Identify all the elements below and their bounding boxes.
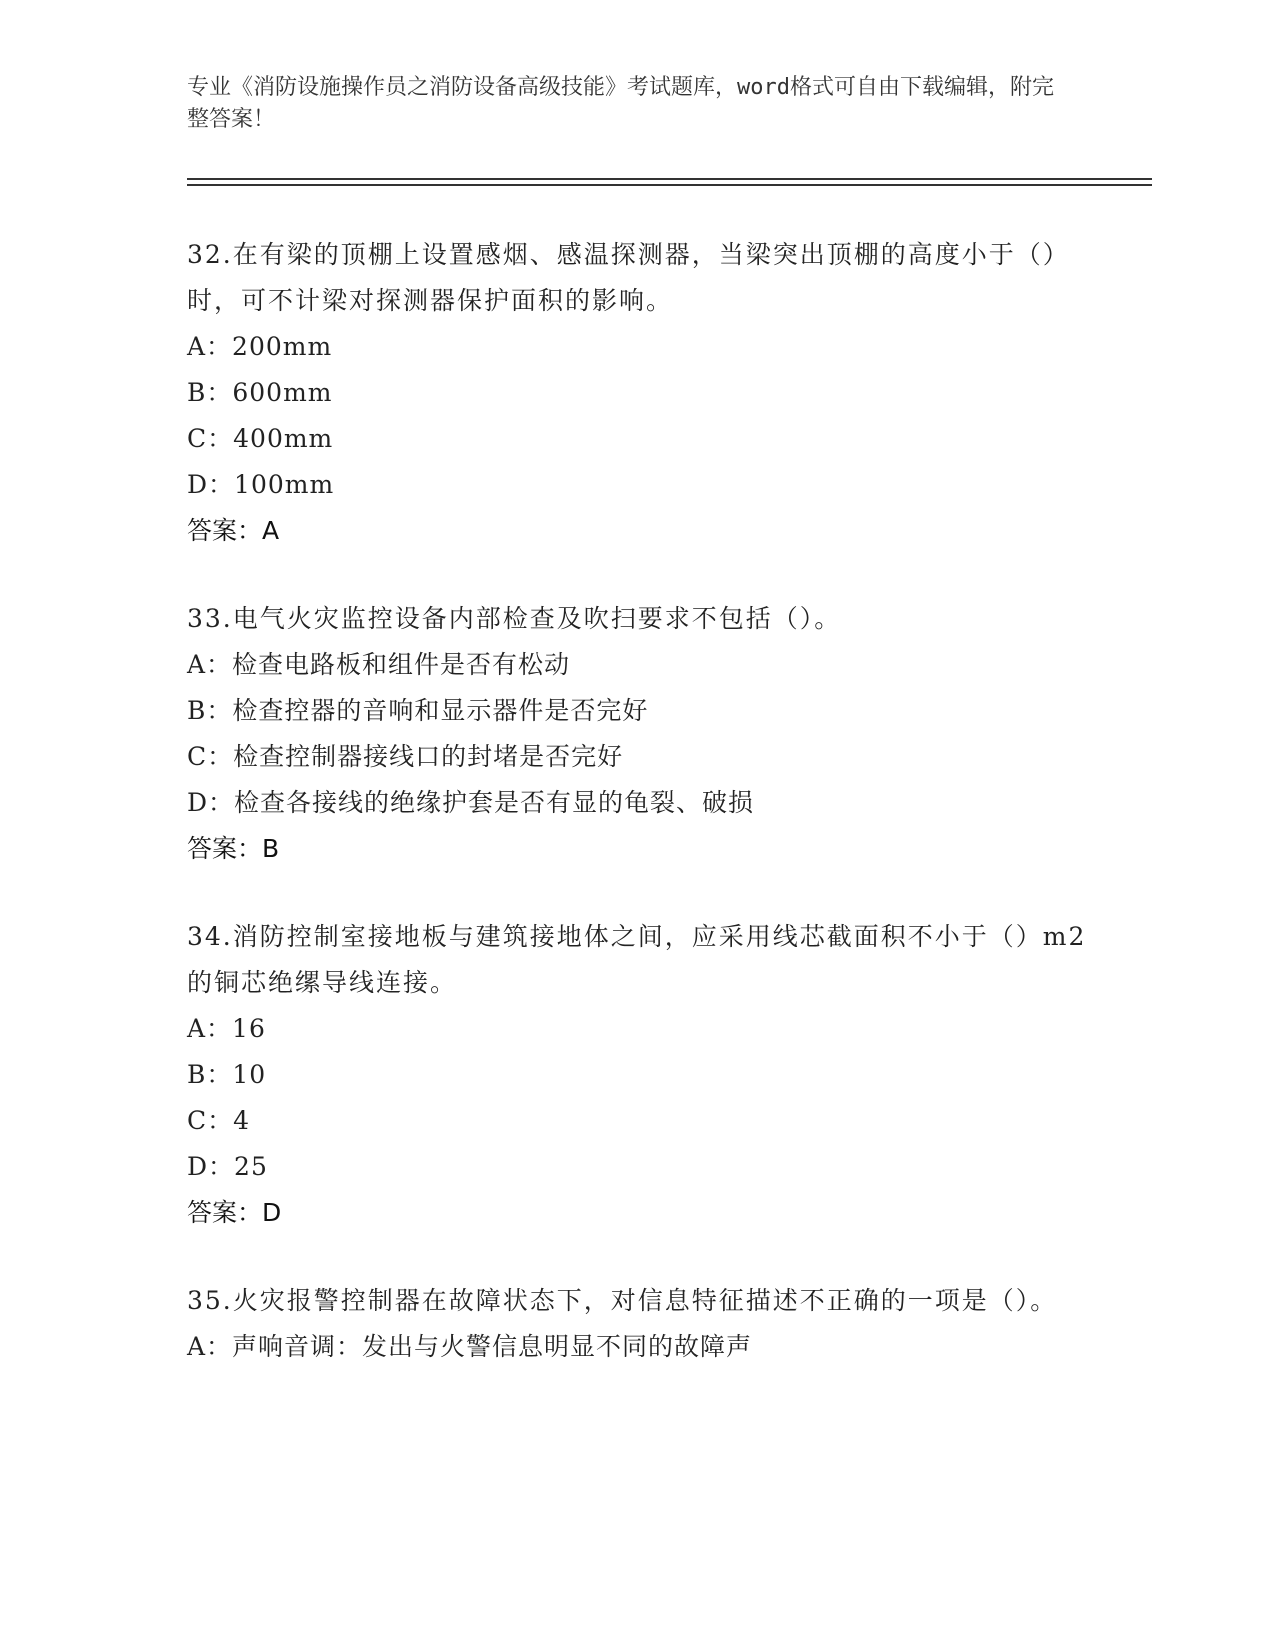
document-header (187, 72, 1067, 136)
option-d: D：25 (187, 1152, 268, 1181)
question-stem: 32.在有梁的顶棚上设置感烟、感温探测器，当梁突出顶棚的高度小于（）时，可不计梁对探测器保护面积的影响。 (187, 240, 1070, 315)
header-divider-top (187, 178, 1152, 180)
answer-line: 答案：B (187, 834, 280, 863)
option-d: D：检查各接线的绝缘护套是否有显的龟裂、破损 (187, 788, 755, 817)
answer-line: 答案：A (187, 516, 280, 545)
option-c: C：400mm (187, 424, 334, 453)
option-a: A：检查电路板和组件是否有松动 (187, 650, 571, 679)
option-a: A：200mm (187, 332, 333, 361)
question-stem: 34.消防控制室接地板与建筑接地体之间，应采用线芯截面积不小于（）m2的铜芯绝缧导线连接。 (187, 922, 1087, 997)
question-stem: 33.电气火灾监控设备内部检查及吹扫要求不包括（）。 (187, 604, 842, 633)
option-c: C：检查控制器接线口的封堵是否完好 (187, 742, 624, 771)
option-d: D：100mm (187, 470, 335, 499)
question-35 (187, 1278, 1087, 1370)
question-32 (187, 232, 1087, 554)
option-a: A：声响音调：发出与火警信息明显不同的故障声 (187, 1332, 753, 1361)
option-c: C：4 (187, 1106, 251, 1135)
question-stem: 35.火灾报警控制器在故障状态下，对信息特征描述不正确的一项是（）。 (187, 1286, 1058, 1315)
header-text: 专业《消防设施操作员之消防设备高级技能》考试题库，word格式可自由下载编辑，附完整答案！ (187, 75, 1054, 132)
question-list (187, 232, 1087, 1412)
header-divider-bottom (187, 184, 1152, 186)
option-b: B：10 (187, 1060, 267, 1089)
question-33 (187, 596, 1087, 872)
option-a: A：16 (187, 1014, 266, 1043)
option-b: B：600mm (187, 378, 333, 407)
answer-line: 答案：D (187, 1198, 282, 1227)
option-b: B：检查控器的音响和显示器件是否完好 (187, 696, 649, 725)
question-34 (187, 914, 1087, 1236)
